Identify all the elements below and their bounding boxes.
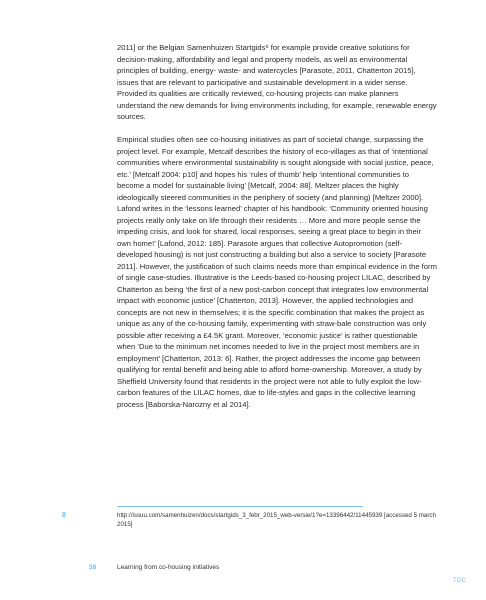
page-number: 58 bbox=[89, 564, 97, 571]
running-title: Learning from co-housing initiatives bbox=[117, 564, 220, 571]
body-text bbox=[117, 42, 437, 422]
paragraph-1: 2011] or the Belgian Samenhuizen Startgids⁸ for example provide creative solutions for decision-making, affordability and legal and property models, as well as environmental principles of building, energy- waste- and watercycles [Parasote, 2011, Chatterton 2015], issues that are relevant to participative and sustainable development in a wider sense. Provided its qualities are critically reviewed, co-housing projects can make planners understand the new demands for living environments including, for example, renewable energy sources. bbox=[117, 43, 437, 121]
toc-link[interactable]: TOC bbox=[453, 578, 467, 584]
footnote-marker: 8 bbox=[62, 512, 66, 519]
footnote-text: http://issuu.com/samenhuizen/docs/startgids_3_febr_2015_web-versie/1?e=13396442/11445939 [accessed 5 march 2015] bbox=[117, 512, 436, 528]
paragraph-2: Empirical studies often see co-housing initiatives as part of societal change, surpassing the project level. For example, Metcalf describes the history of eco-villages as that of ‘intentional communities where environmental sustainability is sought alongside with social justice, peace, etc.’ [Metcalf 2004: p10] and hopes his ‘rules of thumb’ help ‘intentional communities to become a model for sustainable living’ [Metcalf, 2004: 88]. Meltzer places the highly ideologically steered communities in the periphery of society (and planning) [Meltzer 2000]. Lafond writes in the ‘lessons learned’ chapter of his handbook: ‘Community oriented housing projects really only take on life through their residents … More and more people sense the impeding crisis, and look for shared, local responses, seeing a great place to begin in their own home!’ [Lafond, 2012: 185]. Parasote argues that collective Autopromotion (self-developed housing) is not just constructing a building but also a service to society [Parasote 2011]. However, the justification of such claims needs more than empirical evidence in the form of single case-studies. Illustrative is the Leeds-based co-housing project LILAC, described by Chatterton as being ‘the first of a new post-carbon concept that integrates low environmental impact with economic justice’ [Chatterton, 2013]. However, the applied technologies and concepts are not new in themselves; it is the specific combination that makes the project as unique as any of the co-housing family, experimenting with straw-bale construction was only possible after receiving a £4.5K grant. Moreover, ‘economic justice’ is rather questionable when ‘Due to the minimum net incomes needed to live in the project most members are in employment’ [Chatterton, 2013: 6]. Rather, the project addresses the income gap between qualifying for rental benefit and being able to afford home-ownership. Moreover, a study by Sheffield University found that residents in the project were not able to fully exploit the low-carbon features of the LILAC homes, due to life-styles and gaps in the collective learning process [Baborska-Narozny et al 2014]. bbox=[117, 135, 437, 409]
footnote-divider bbox=[117, 506, 363, 507]
